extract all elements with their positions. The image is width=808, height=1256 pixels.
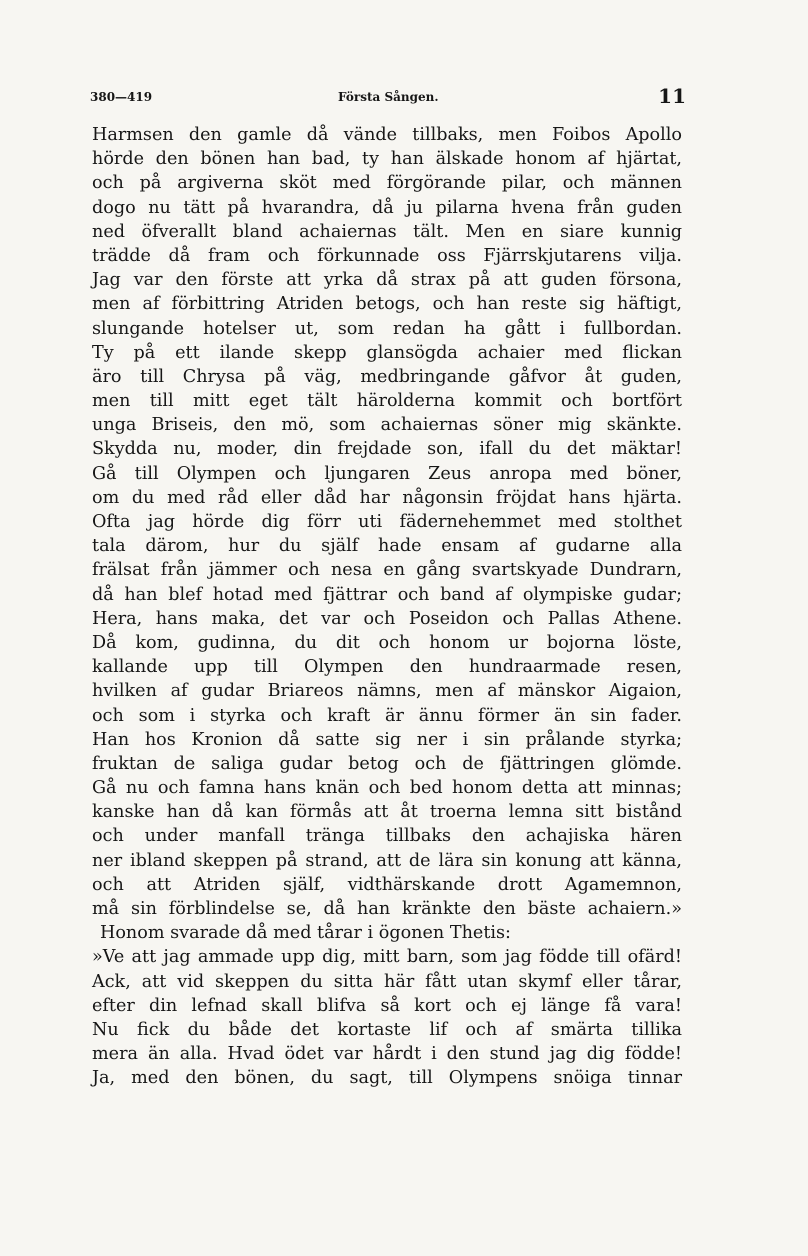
text-line: »Ve att jag ammade upp dig, mitt barn, som jag födde till ofärd! [92,947,682,968]
poem-text [92,123,682,1091]
text-line: tala därom, hur du själf hade ensam af gudarne alla [92,536,682,557]
text-line: Gå nu och famna hans knän och bed honom detta att minnas; [92,778,682,799]
text-line: och som i styrka och kraft är ännu förmer än sin fader. [92,705,682,726]
text-line: efter din lefnad skall blifva så kort och ej länge få vara! [92,995,682,1016]
text-line: och att Atriden själf, vidthärskande drott Agamemnon, [92,874,682,895]
text-line: Ofta jag hörde dig förr uti fädernehemmet med stolthet [92,512,682,532]
text-line: mera än alla. Hvad ödet var hårdt i den stund jag dig födde! [92,1044,682,1065]
text-line: och under manfall tränga tillbaks den achajiska hären [92,826,682,847]
text-line: hvilken af gudar Briareos nämns, men af mänskor Aigaion, [92,681,682,702]
text-line: Ja, med den bönen, du sagt, till Olympens snöiga tinnar [92,1068,682,1089]
text-line: trädde då fram och förkunnade oss Fjärrskjutarens vilja. [92,245,682,266]
text-line: dogo nu tätt på hvarandra, då ju pilarna hvena från guden [92,197,682,218]
text-line: Han hos Kronion då satte sig ner i sin prålande styrka; [92,729,682,750]
text-line: Jag var den förste att yrka då strax på att guden försona, [92,270,682,291]
text-line: kallande upp till Olympen den hundraarmade resen, [92,657,682,678]
line-range: 380—419 [90,90,153,104]
text-line: men till mitt eget tält härolderna kommit och bortfört [92,391,682,412]
text-line: Skydda nu, moder, din frejdade son, ifall du det mäktar! [92,439,682,460]
text-line: Ty på ett ilande skepp glansögda achaier med flickan [92,342,682,363]
text-line: men af förbittring Atriden betogs, och han reste sig häftigt, [92,294,682,315]
text-line: unga Briseis, den mö, som achaiernas söner mig skänkte. [92,415,682,436]
text-line: må sin förblindelse se, då han kränkte den bäste achaiern.» [92,899,682,919]
text-line: kanske han då kan förmås att åt troerna lemna sitt bistånd [92,802,682,823]
text-line: ned öfverallt bland achaiernas tält. Men en siare kunnig [92,221,682,242]
text-line: slungande hotelser ut, som redan ha gått i fullbordan. [92,318,682,339]
text-line: om du med råd eller dåd har någonsin fröjdat hans hjärta. [92,487,682,508]
text-line: ner ibland skeppen på strand, att de lära sin konung att känna, [92,850,682,871]
text-line: Gå till Olympen och ljungaren Zeus anropa med böner, [92,463,682,484]
text-line: fruktan de saliga gudar betog och de fjättringen glömde. [92,753,682,774]
text-line: Ack, att vid skeppen du sitta här fått utan skymf eller tårar, [92,971,682,992]
section-title: Första Sången. [338,90,439,104]
text-line: Då kom, gudinna, du dit och honom ur bojorna löste, [92,632,682,653]
text-line: Honom svarade då med tårar i ögonen Thetis: [100,923,511,944]
text-line: Harmsen den gamle då vände tillbaks, men Foibos Apollo [92,125,682,145]
text-line: frälsat från jämmer och nesa en gång svartskyade Dundrarn, [92,560,682,581]
text-line: Hera, hans maka, det var och Poseidon och Pallas Athene. [92,608,682,629]
text-line: hörde den bönen han bad, ty han älskade honom af hjärtat, [92,149,682,170]
text-line: då han blef hotad med fjättrar och band af olympiske gudar; [92,584,682,605]
text-line: äro till Chrysa på väg, medbringande gåfvor åt guden, [92,366,682,387]
text-line: och på argiverna sköt med förgörande pilar, och männen [92,173,682,194]
page-header [90,84,686,110]
text-line: Nu fick du både det kortaste lif och af smärta tillika [92,1019,682,1040]
page-number: 11 [658,84,686,108]
